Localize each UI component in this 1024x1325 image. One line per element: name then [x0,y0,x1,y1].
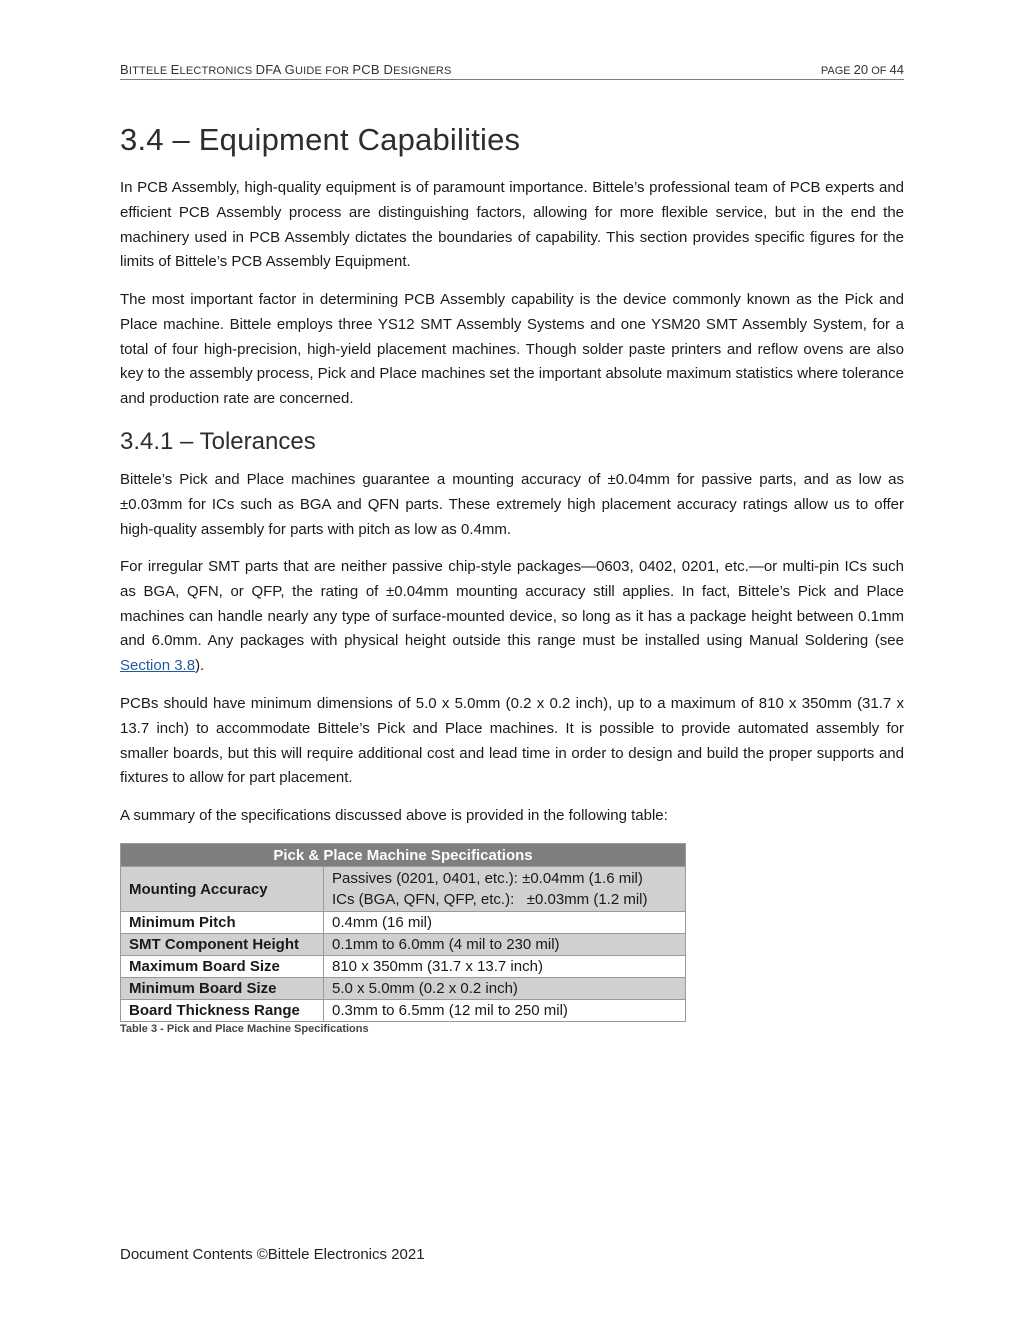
row-value: 0.3mm to 6.5mm (12 mil to 250 mil) [324,1000,686,1022]
table-row [121,956,686,978]
table-row [121,934,686,956]
row-value: 810 x 350mm (31.7 x 13.7 inch) [324,956,686,978]
page-footer: Document Contents ©Bittele Electronics 2021 [120,1246,425,1263]
row-value [324,867,686,912]
paragraph-text: PCBs should have minimum dimensions of 5.0 x 5.0mm (0.2 x 0.2 inch), up to a maximum of 810 x 350mm (31.7 x 13.7 inch) to accommodate Bittele’s Pick and Place machines. It is possible to provide automated assembly for smaller boards, but this will require additional cost and lead time in order to design and build the proper supports and fixtures to allow for part placement. [120,695,904,787]
table-row [121,978,686,1000]
row-label: Minimum Board Size [121,978,324,1000]
paragraph-pick-and-place [120,288,904,412]
paragraph-accuracy [120,468,904,542]
row-label: SMT Component Height [121,934,324,956]
paragraph-board-dimensions [120,692,904,791]
mounting-passives-value: Passives (0201, 0401, etc.): ±0.04mm (1.6 mil) [332,870,643,887]
paragraph-text: Bittele’s Pick and Place machines guarantee a mounting accuracy of ±0.04mm for passive parts, and as low as ±0.03mm for ICs such as BGA and QFN parts. These extremely high placement accuracy ratings allow us to offer high-quality assembly for parts with pitch as low as 0.4mm. [120,471,904,538]
row-label: Maximum Board Size [121,956,324,978]
running-header [120,62,904,80]
paragraph-text: The most important factor in determining PCB Assembly capability is the device commonly known as the Pick and Place machine. Bittele employs three YS12 SMT Assembly Systems and one YSM20 SMT Assembly System, for a total of four high-precision, high-yield placement machines. Though solder paste printers and reflow ovens are also key to the assembly process, Pick and Place machines set the important absolute maximum statistics where tolerance and production rate are concerned. [120,291,904,408]
table-caption: Table 3 - Pick and Place Machine Specifications [120,1023,369,1035]
paragraph-text: For irregular SMT parts that are neither passive chip-style packages—0603, 0402, 0201, etc.—or multi-pin ICs such as BGA, QFN, or QFP, the rating of ±0.04mm mounting accuracy still applies. In fact, Bittele’s Pick and Place machines can handle nearly any type of surface-mounted device, so long as it has a package height between 0.1mm and 6.0mm. Any packages with physical height outside this range must be installed using Manual Soldering (see Section 3.8). [120,558,904,675]
paragraph-text: A summary of the specifications discussed above is provided in the following table: [120,807,668,824]
row-value: 0.4mm (16 mil) [324,912,686,934]
header-page-number: PAGE 20 OF 44 [820,62,904,77]
header-document-title: BITTELE ELECTRONICS DFA GUIDE FOR PCB DESIGNERS [120,62,452,77]
table-row [121,912,686,934]
row-value: 5.0 x 5.0mm (0.2 x 0.2 inch) [324,978,686,1000]
row-label: Board Thickness Range [121,1000,324,1022]
paragraph-intro [120,176,904,275]
section-title: 3.4 – Equipment Capabilities [120,122,521,157]
paragraph-text: In PCB Assembly, high-quality equipment is of paramount importance. Bittele’s professional team of PCB experts and efficient PCB Assembly process are distinguishing factors, allowing for more flexible service, but in the end the machinery used in PCB Assembly dictates the boundaries of capability. This section provides specific figures for the limits of Bittele’s PCB Assembly Equipment. [120,179,904,271]
table-row [121,867,686,912]
table-row [121,1000,686,1022]
paragraph-summary-intro [120,804,904,829]
subsection-title: 3.4.1 – Tolerances [120,428,316,455]
row-label: Mounting Accuracy [121,867,324,912]
table-header: Pick & Place Machine Specifications [121,844,686,867]
row-label: Minimum Pitch [121,912,324,934]
row-value: 0.1mm to 6.0mm (4 mil to 230 mil) [324,934,686,956]
table-header-row [121,844,686,867]
section-3-8-link[interactable]: Section 3.8 [120,657,196,675]
paragraph-irregular-parts [120,555,904,679]
specifications-table [120,843,686,1022]
mounting-ics-value: ICs (BGA, QFN, QFP, etc.): ±0.03mm (1.2 mil) [332,891,648,908]
